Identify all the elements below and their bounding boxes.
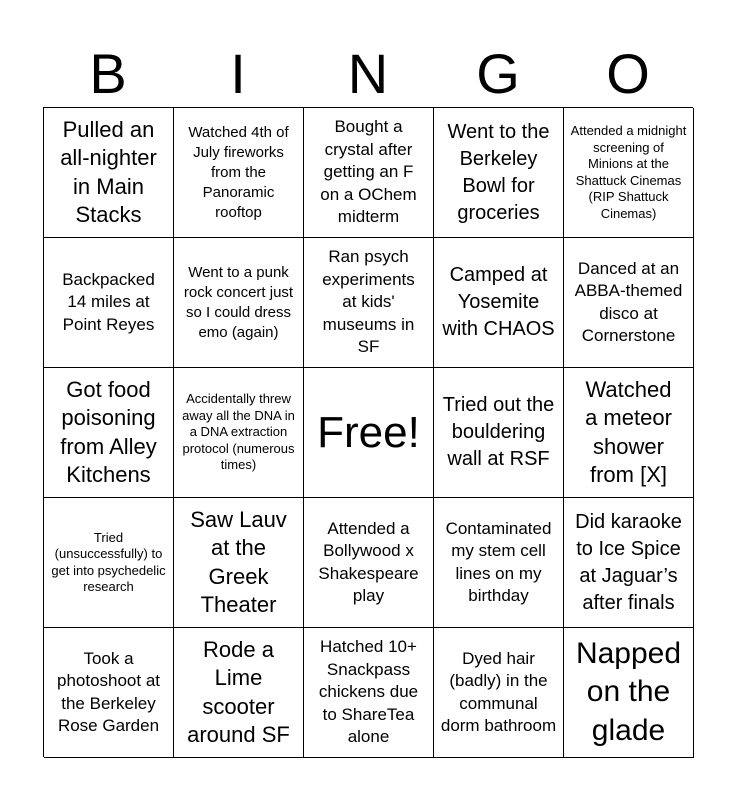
bingo-cell[interactable] bbox=[174, 498, 304, 628]
bingo-cell[interactable] bbox=[174, 368, 304, 498]
cell-text: Tried out the bouldering wall at RSF bbox=[442, 394, 555, 470]
bingo-cell[interactable] bbox=[564, 368, 694, 498]
cell-text: Danced at an ABBA-themed disco at Cornerstone bbox=[574, 258, 683, 345]
cell-text: Bought a crystal after getting an F on a OChem midterm bbox=[320, 117, 417, 227]
cell-text: Took a photoshoot at the Berkeley Rose Garden bbox=[56, 648, 161, 735]
bingo-cell[interactable] bbox=[564, 628, 694, 758]
bingo-cell[interactable] bbox=[564, 498, 694, 628]
free-space-text: Free! bbox=[317, 407, 420, 457]
cell-text: Attended a Bollywood x Shakespeare play bbox=[318, 518, 419, 605]
bingo-cell[interactable] bbox=[304, 628, 434, 758]
header-letter-o: O bbox=[606, 42, 650, 105]
header-letter-g: G bbox=[476, 42, 520, 105]
bingo-cell[interactable] bbox=[44, 238, 174, 368]
cell-text: Hatched 10+ Snackpass chickens due to ShareTea alone bbox=[318, 637, 419, 747]
cell-text: Dyed hair (badly) in the communal dorm bathroom bbox=[440, 648, 557, 735]
cell-text: Got food poisoning from Alley Kitchens bbox=[60, 376, 157, 487]
bingo-cell[interactable] bbox=[434, 628, 564, 758]
cell-text: Watched 4th of July fireworks from the Panoramic rooftop bbox=[188, 123, 289, 221]
cell-text: Napped on the glade bbox=[575, 636, 682, 747]
bingo-cell[interactable] bbox=[434, 368, 564, 498]
cell-text: Watched a meteor shower from [X] bbox=[585, 376, 672, 487]
cell-text: Did karaoke to Ice Spice at Jaguar’s after finals bbox=[575, 510, 682, 614]
bingo-cell[interactable] bbox=[44, 108, 174, 238]
cell-text: Accidentally threw away all the DNA in a DNA extraction protocol (numerous times) bbox=[182, 391, 295, 473]
bingo-cell[interactable] bbox=[44, 368, 174, 498]
bingo-header bbox=[43, 40, 693, 108]
cell-text: Went to a punk rock concert just so I could dress emo (again) bbox=[183, 263, 294, 341]
cell-text: Tried (unsuccessfully) to get into psychedelic research bbox=[51, 529, 166, 594]
bingo-cell[interactable] bbox=[564, 238, 694, 368]
bingo-cell[interactable] bbox=[564, 108, 694, 238]
bingo-cell[interactable] bbox=[174, 108, 304, 238]
bingo-cell[interactable] bbox=[434, 498, 564, 628]
bingo-board bbox=[43, 107, 693, 757]
cell-text: Camped at Yosemite with CHAOS bbox=[442, 264, 555, 340]
cell-text: Backpacked 14 miles at Point Reyes bbox=[62, 269, 155, 334]
cell-text: Ran psych experiments at kids' museums in SF bbox=[322, 247, 415, 357]
bingo-cell-free[interactable] bbox=[304, 368, 434, 498]
bingo-cell[interactable] bbox=[304, 498, 434, 628]
bingo-cell[interactable] bbox=[174, 628, 304, 758]
header-letter-i: I bbox=[230, 42, 246, 105]
header-letter-b: B bbox=[89, 42, 127, 105]
cell-text: Contaminated my stem cell lines on my birthday bbox=[445, 518, 552, 605]
header-letter-n: N bbox=[347, 42, 389, 105]
cell-text: Pulled an all-nighter in Main Stacks bbox=[60, 116, 157, 227]
cell-text: Attended a midnight screening of Minions at the Shattuck Cinemas (RIP Shattuck Cinemas) bbox=[570, 123, 687, 221]
cell-text: Went to the Berkeley Bowl for groceries bbox=[447, 120, 550, 224]
cell-text: Rode a Lime scooter around SF bbox=[187, 636, 290, 747]
bingo-cell[interactable] bbox=[434, 238, 564, 368]
bingo-cell[interactable] bbox=[304, 108, 434, 238]
cell-text: Saw Lauv at the Greek Theater bbox=[190, 506, 287, 617]
bingo-cell[interactable] bbox=[44, 628, 174, 758]
bingo-cell[interactable] bbox=[304, 238, 434, 368]
bingo-cell[interactable] bbox=[434, 108, 564, 238]
bingo-cell[interactable] bbox=[44, 498, 174, 628]
bingo-cell[interactable] bbox=[174, 238, 304, 368]
